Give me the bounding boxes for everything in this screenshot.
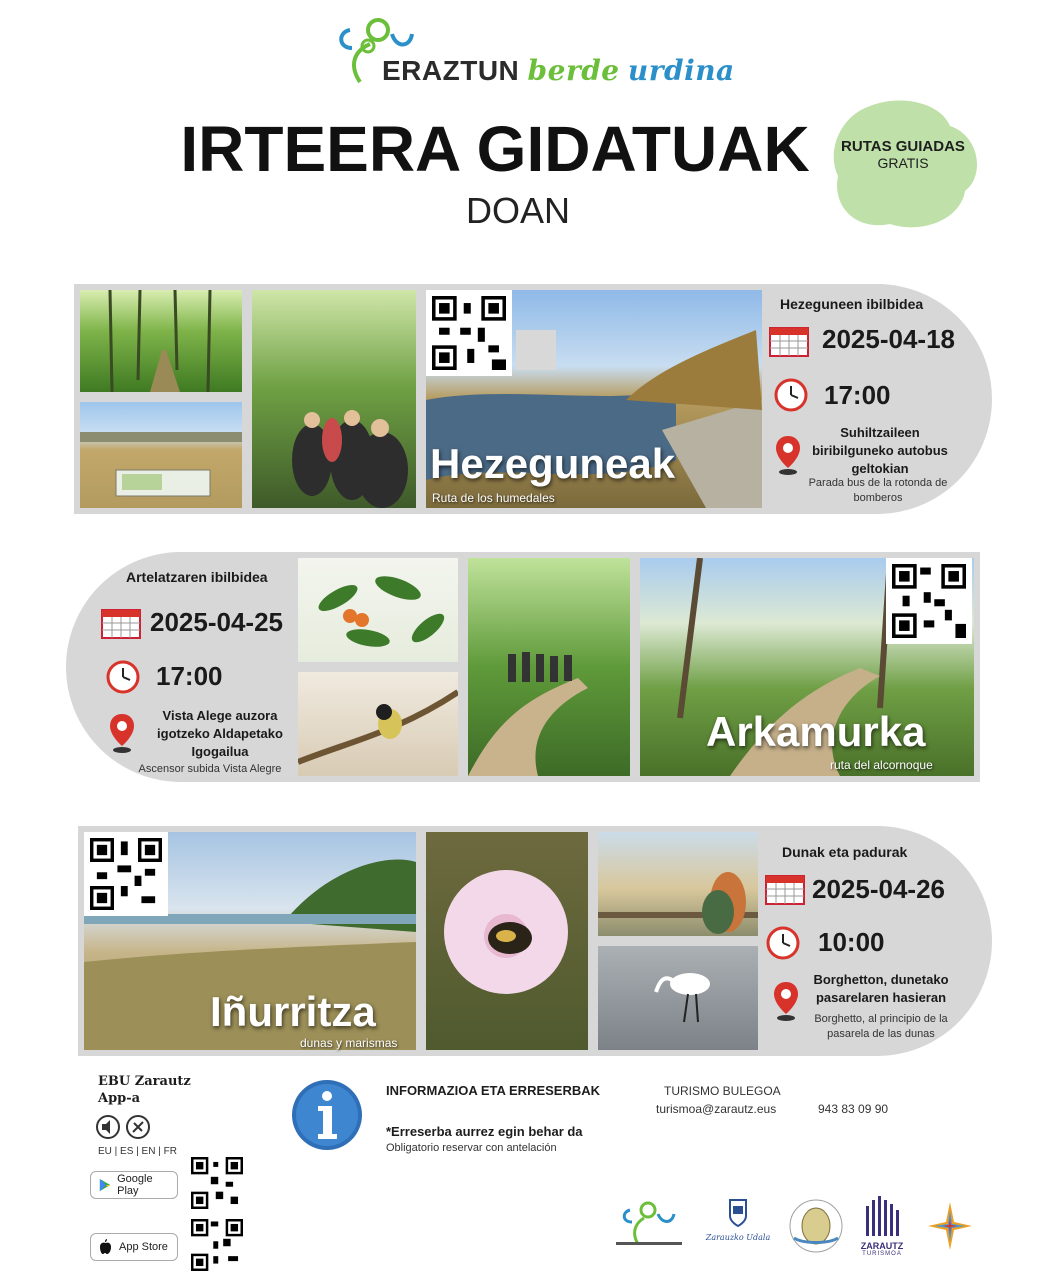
- photo-egret: [598, 946, 758, 1050]
- free-routes-badge: [838, 138, 968, 171]
- photo-forest-path: [80, 290, 242, 392]
- route-time: 17:00: [824, 380, 891, 410]
- app-title: EBU Zarautz: [98, 1074, 191, 1089]
- clock-icon: [766, 926, 800, 960]
- eraztun-logo-small: [614, 1198, 684, 1250]
- badge-line-2: GRATIS: [877, 155, 929, 171]
- google-play-icon: [99, 1177, 111, 1193]
- location-pin-icon: [774, 434, 802, 476]
- info-icon: [290, 1078, 364, 1152]
- contact-email[interactable]: turismoa@zarautz.eus: [656, 1102, 777, 1116]
- reservation-notice-es: Obligatorio reservar con antelación: [386, 1142, 557, 1154]
- zarauzko-udala-logo: [700, 1198, 776, 1248]
- route-title: Iñurritza: [210, 988, 376, 1035]
- udala-label: Zarauzko Udala: [705, 1233, 771, 1242]
- route-location-es: Ascensor subida Vista Alegre: [138, 763, 282, 775]
- calendar-icon: [100, 606, 142, 640]
- reservation-notice: *Erreserba aurrez egin behar da: [386, 1124, 583, 1139]
- info-reservations-title: INFORMAZIOA ETA ERRESERBAK: [386, 1083, 601, 1098]
- photo-person-binoculars: [598, 832, 758, 936]
- route-title: Arkamurka: [706, 708, 926, 755]
- qr-code-arkamurka[interactable]: [886, 558, 972, 644]
- qr-icon: [432, 296, 506, 370]
- trail-name: Artelatzaren ibilbidea: [126, 569, 268, 585]
- qr-code-hezeguneak[interactable]: [426, 290, 512, 376]
- route-time: 10:00: [818, 927, 885, 957]
- page-subtitle: DOAN: [465, 190, 570, 231]
- apple-icon: [99, 1239, 113, 1255]
- coat-of-arms-icon: [700, 1198, 776, 1228]
- qr-icon: [90, 838, 162, 910]
- route-location: Borghetton, dunetako pasarelaren hasieran: [813, 972, 949, 1005]
- qr-code-google-play[interactable]: [188, 1154, 246, 1212]
- route-date: 2025-04-18: [822, 324, 955, 354]
- route-date: 2025-04-25: [150, 607, 283, 637]
- accessibility-icons: [96, 1114, 152, 1140]
- app-store-label: App Store: [119, 1241, 168, 1253]
- clock-icon: [774, 378, 808, 412]
- route-subtitle: Ruta de los humedales: [432, 491, 555, 505]
- app-subtitle: App-a: [98, 1091, 141, 1106]
- photo-bindweed-bee: [426, 832, 588, 1050]
- route-location: Suhiltzaileen biribilguneko autobus geltokian: [812, 425, 948, 476]
- qr-code-app-store[interactable]: [188, 1216, 246, 1274]
- logo-word-eraztun: ERAZTUN: [382, 55, 520, 86]
- badge-line-1: RUTAS GUIADAS: [841, 138, 965, 155]
- zarautz-label: ZARAUTZ: [860, 1241, 904, 1251]
- language-list[interactable]: EU | ES | EN | FR: [98, 1146, 177, 1157]
- contact-phone[interactable]: 943 83 09 90: [818, 1102, 889, 1116]
- photo-group-hikers: [252, 290, 416, 508]
- route-location: Vista Alege auzora igotzeko Aldapetako Igogailua: [157, 708, 283, 759]
- route-title: Hezeguneak: [430, 440, 676, 487]
- page-title: IRTEERA GIDATUAK: [180, 113, 810, 185]
- route-subtitle: dunas y marismas: [300, 1036, 398, 1050]
- qr-icon: [191, 1157, 243, 1209]
- qr-code-inurritza[interactable]: [84, 832, 168, 916]
- trail-name: Dunak eta padurak: [782, 844, 908, 860]
- compass-star-logo: [926, 1200, 974, 1256]
- zarautz-turismoa-logo: [858, 1196, 906, 1258]
- photo-bird-branch: [298, 672, 458, 776]
- zarautz-sublabel: TURISMOA: [862, 1251, 902, 1257]
- route-location-es: Parada bus de la rotonda de bomberos: [808, 477, 948, 504]
- route-subtitle: ruta del alcornoque: [830, 758, 933, 772]
- museum-seal-logo: [788, 1198, 844, 1254]
- clock-icon: [106, 660, 140, 694]
- logo-word-berde: berde: [527, 54, 620, 87]
- calendar-icon: [764, 872, 806, 906]
- app-store-button[interactable]: [90, 1233, 178, 1261]
- route-time: 17:00: [156, 661, 223, 691]
- photo-strawberry-tree: [298, 558, 458, 662]
- logo-word-urdina: urdina: [627, 54, 735, 87]
- trail-name: Hezeguneen ibilbidea: [780, 296, 924, 312]
- route-date: 2025-04-26: [812, 874, 945, 904]
- google-play-button[interactable]: [90, 1171, 178, 1199]
- route-location-es: Borghetto, al principio de la pasarela de las dunas: [814, 1013, 948, 1040]
- logo-wordmark: [382, 54, 735, 87]
- qr-icon: [191, 1219, 243, 1271]
- calendar-icon: [768, 324, 810, 358]
- tourism-office-label: TURISMO BULEGOA: [664, 1084, 781, 1098]
- photo-group-path: [468, 558, 630, 776]
- location-pin-icon: [108, 712, 136, 754]
- google-play-label: Google Play: [117, 1173, 153, 1197]
- photo-wetland-sign: [80, 402, 242, 508]
- brand-logo: [330, 12, 735, 92]
- location-pin-icon: [772, 980, 800, 1022]
- zarautz-bars-icon: [858, 1196, 906, 1236]
- qr-icon: [892, 564, 966, 638]
